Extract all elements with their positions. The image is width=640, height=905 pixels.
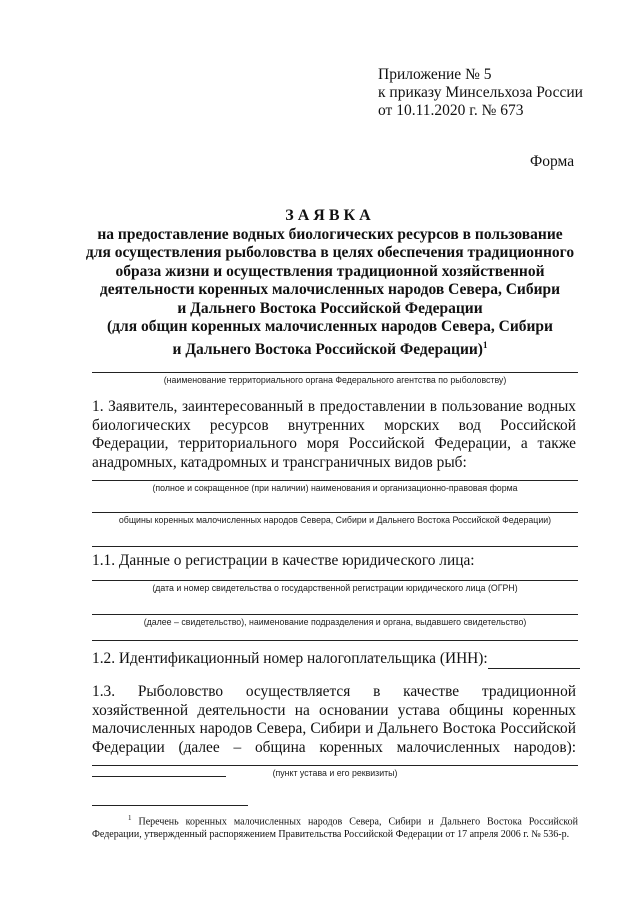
form-label: Форма [530,153,575,170]
community-caption: общины коренных малочисленных народов Севера, Сибири и Дальнего Востока Российской Федерации) [118,515,552,525]
title-footnote-mark: 1 [482,340,488,351]
footnote-text: Перечень коренных малочисленных народов Севера, Сибири и Дальнего Востока Российской Федерации, утвержденный распоряжением Правительства Российской Федерации от 17 апреля 2006 г. № 536-р. [92,816,578,841]
charter-item-caption: (пункт устава и его реквизиты) [272,768,398,778]
territorial-organ-field[interactable] [92,372,578,373]
appendix-number: Приложение № 5 [378,66,492,83]
appendix-date: от 10.11.2020 г. № 673 [378,102,524,119]
territorial-organ-caption: (наименование территориального органа Федерального агентства по рыболовству) [163,375,507,385]
certificate-issuer-field[interactable] [92,614,578,615]
applicant-name-field[interactable] [92,480,578,481]
registration-certificate-caption: (дата и номер свидетельства о государственной регистрации юридического лица (ОГРН) [152,583,518,593]
footnote-mark: 1 [128,814,132,822]
title-main: ЗАЯВКА [285,207,375,224]
section-1-applicant: 1. Заявитель, заинтересованный в предоставлении в пользование водных биологических ресурсов внутренних морских вод Российской Федерации, территориального моря Российской Федерации, а также анадромных, катадромных и трансграничных видов рыб: [92,398,576,471]
title-line-3: образа жизни и осуществления традиционной хозяйственной [115,262,545,280]
title-line-2: для осуществления рыболовства в целях обеспечения традиционного [85,244,575,262]
applicant-name-caption: (полное и сокращенное (при наличии) наименования и организационно-правовая форма [152,483,518,493]
appendix-order: к приказу Минсельхоза России [378,84,583,101]
community-field[interactable] [92,512,578,513]
title-line-7 [60,336,600,360]
registration-certificate-field[interactable] [92,580,578,581]
fishing-basis-text: 1.3. Рыболовство осуществляется в качестве традиционной хозяйственной деятельности на основании устава общины коренных малочисленных народов Севера, Сибири и Дальнего Востока Российской Федерации (далее – община коренных малочисленных народов): [92,683,576,756]
extra-name-field[interactable] [92,546,578,547]
title-line-6: (для общин коренных малочисленных народов Севера, Сибири [107,318,553,336]
section-1-3-fishing-basis [92,683,576,777]
section-1-2-inn [92,650,580,669]
footnote [92,812,578,841]
section-1-1-registration: 1.1. Данные о регистрации в качестве юридического лица: [92,552,475,569]
title-line-4: деятельности коренных малочисленных народов Севера, Сибири [99,281,561,299]
inn-label: 1.2. Идентификационный номер налогоплательщика (ИНН): [92,650,488,667]
title-line-5: и Дальнего Востока Российской Федерации [177,299,483,317]
title-line-1: на предоставление водных биологических ресурсов в пользование [97,226,563,243]
title-line-7-text: и Дальнего Востока Российской Федерации) [172,341,483,359]
footnote-separator [92,805,248,806]
charter-item-field[interactable] [92,765,578,766]
extra-registration-field[interactable] [92,640,578,641]
certificate-issuer-caption: (далее – свидетельство), наименование подразделения и органа, выдавшего свидетельство) [143,617,527,627]
inn-field[interactable] [488,650,580,669]
appendix-reference [378,66,583,120]
document-title [60,206,600,360]
